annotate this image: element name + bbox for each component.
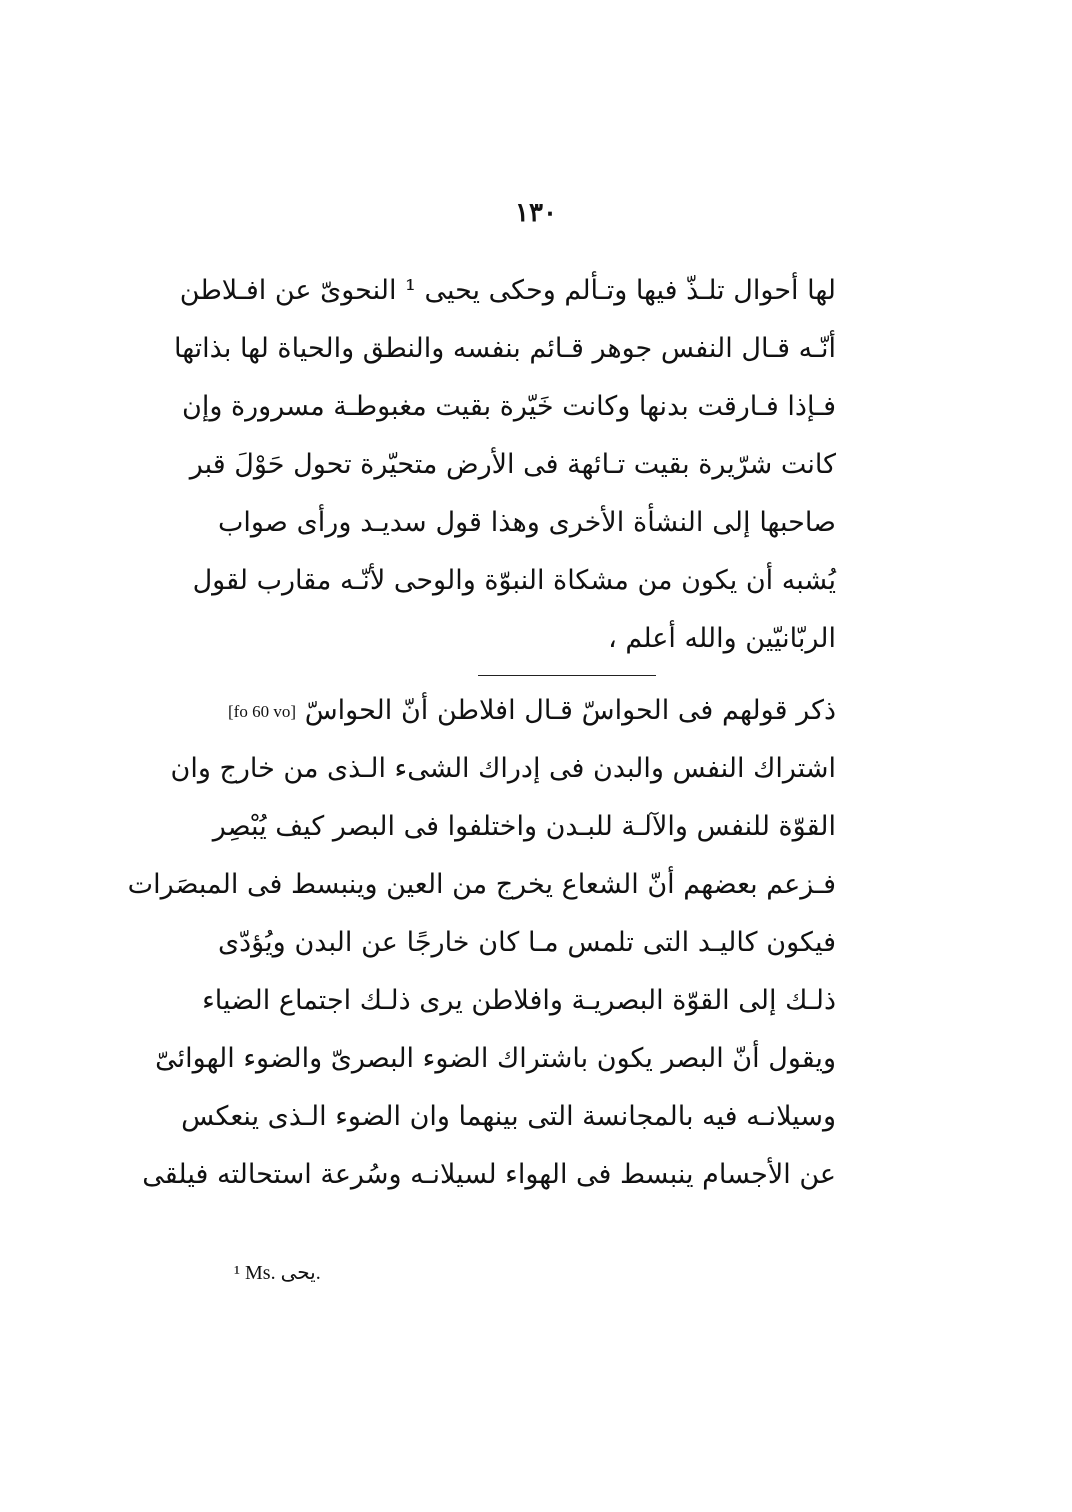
- text-line: كانت شرّيرة بقيت تـائهة فى الأرض متحيّرة تحول حَوْلَ قبر: [189, 449, 836, 480]
- text-line: عن الأجسام ينبسط فى الهواء لسيلانـه وسُرعة استحالته فيلقى: [142, 1159, 836, 1190]
- first-line-text: ذكر قولهم فى الحواسّ قـال افلاطن أنّ الحواسّ: [304, 695, 836, 726]
- text-line: ويقول أنّ البصر يكون باشتراك الضوء البصرىّ والضوء الهوائىّ: [155, 1043, 836, 1074]
- footnote: [234, 1260, 321, 1285]
- footnote-label: Ms.: [245, 1262, 276, 1284]
- text-line: صاحبها إلى النشأة الأخرى وهذا قول سديـد ورأى صواب: [218, 507, 836, 538]
- page-number: ١٣٠: [515, 198, 557, 228]
- folio-reference: [fo 60 vo]: [228, 701, 296, 721]
- text-line: يُشبه أن يكون من مشكاة النبوّة والوحى لأنّـه مقارب لقول: [192, 565, 836, 596]
- text-line: فـإذا فـارقت بدنها وكانت خَيّرة بقيت مغبوطـة مسرورة وإن: [182, 391, 836, 422]
- paragraph-2: [127, 682, 836, 1204]
- text-line: اشتراك النفس والبدن فى إدراك الشىء الـذى من خارج وان: [170, 753, 836, 784]
- text-line: القوّة للنفس والآلـة للبـدن واختلفوا فى البصر كيف يُبْصِر: [212, 811, 836, 842]
- text-line: فـزعم بعضهم أنّ الشعاع يخرج من العين وينبسط فى المبصَرات: [127, 869, 836, 900]
- footnote-arabic: يحى: [280, 1260, 316, 1284]
- text-line: وسيلانـه فيه بالمجانسة التى بينهما وان الضوء الـذى ينعكس: [181, 1101, 836, 1132]
- footnote-marker: ¹: [234, 1262, 240, 1284]
- text-line: أنّـه قـال النفس جوهر قـائم بنفسه والنطق والحياة لها بذاتها: [173, 333, 836, 364]
- text-line: ذلـك إلى القوّة البصريـة وافلاطن يرى ذلـك اجتماع الضياء: [202, 985, 836, 1016]
- text-line: فيكون كاليـد التى تلمس مـا كان خارجًا عن البدن ويُؤدّى: [218, 927, 836, 958]
- section-divider: [478, 675, 656, 676]
- text-line: الربّانيّين والله أعلم ،: [608, 623, 836, 654]
- footnote-suffix: .: [315, 1262, 321, 1284]
- paragraph-1: [173, 262, 836, 668]
- text-line: لها أحوال تلـذّ فيها وتـألم وحكى يحيى ¹ النحوىّ عن افـلاطن: [179, 275, 836, 306]
- text-line-with-marginal-ref: [218, 682, 836, 740]
